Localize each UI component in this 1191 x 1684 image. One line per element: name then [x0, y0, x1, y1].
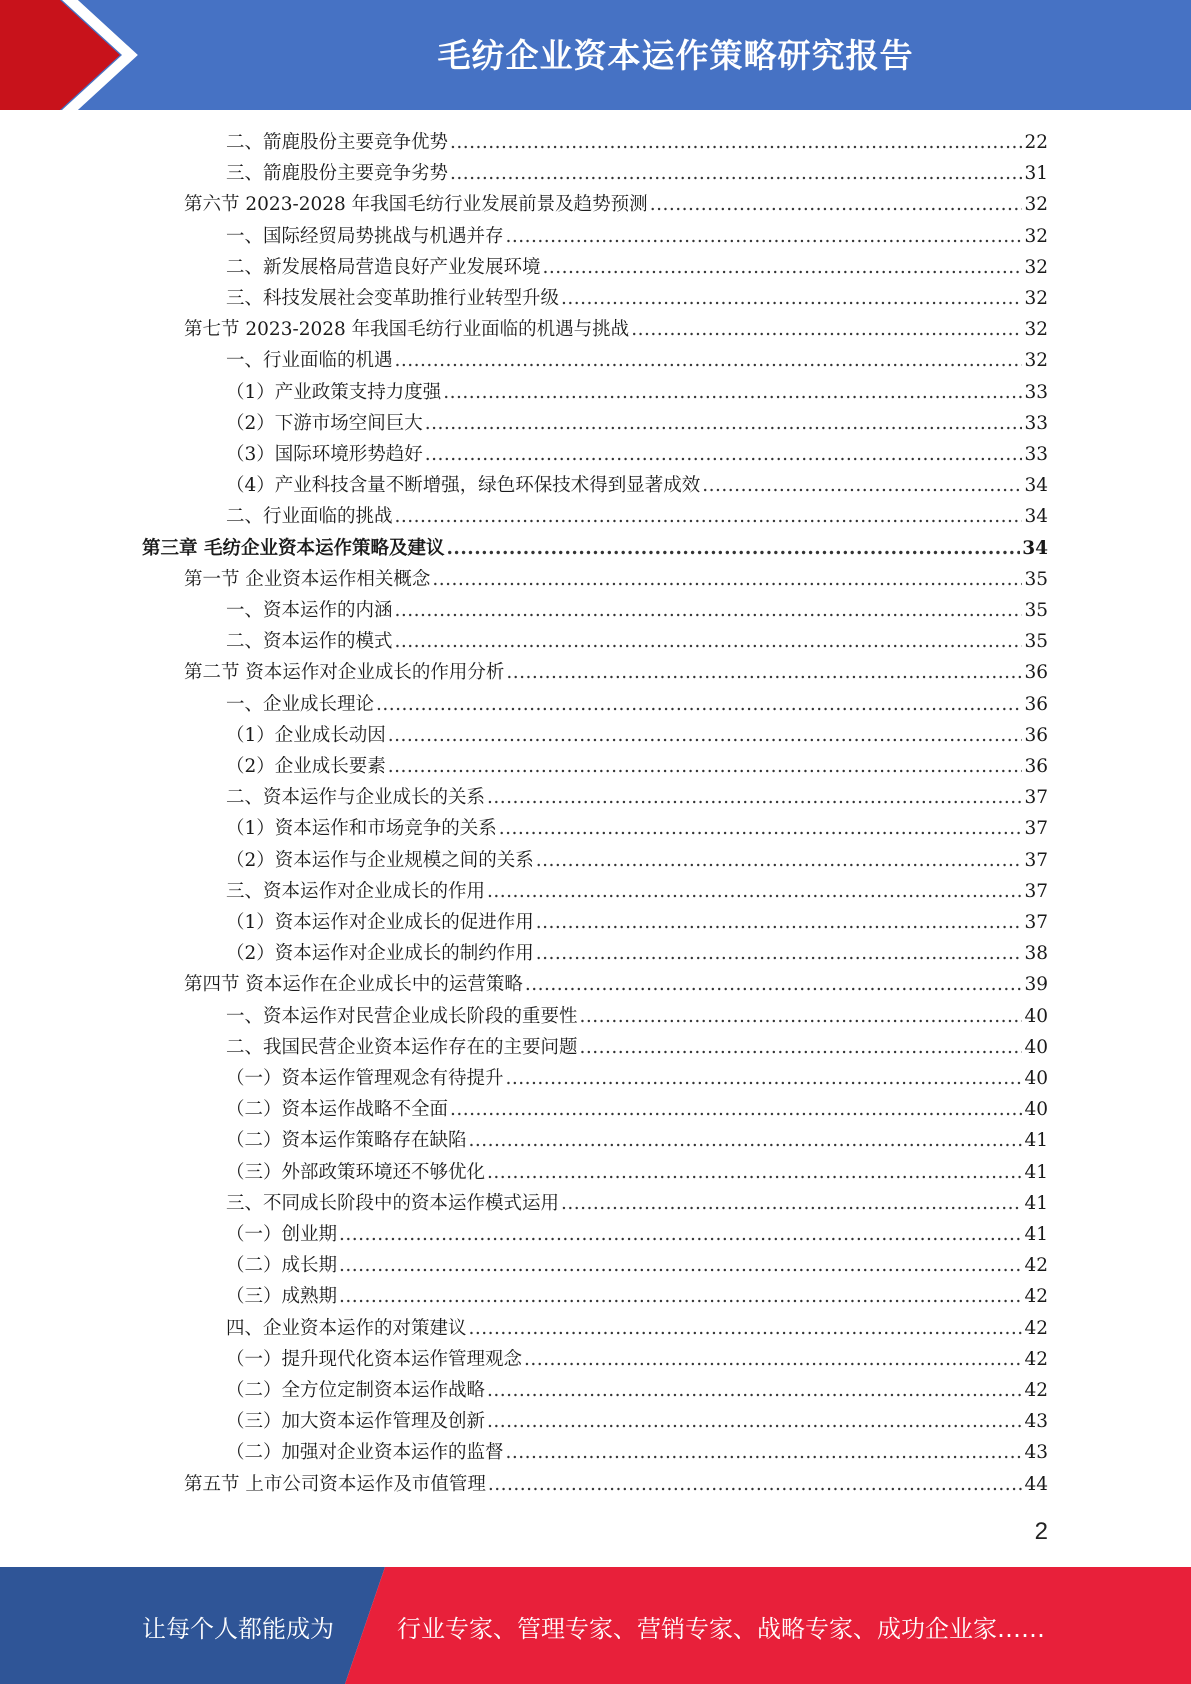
toc-entry-title: 第三章 毛纺企业资本运作策略及建议	[142, 537, 445, 559]
toc-entry-page: 34	[1024, 475, 1048, 497]
toc-entry[interactable]	[226, 127, 1048, 158]
toc-entry[interactable]	[226, 283, 1048, 314]
toc-entry-page: 43	[1024, 1411, 1048, 1433]
toc-entry-title: （2）资本运作对企业成长的制约作用	[226, 943, 534, 965]
toc-entry[interactable]	[226, 876, 1048, 907]
toc-leader-dots	[543, 252, 1023, 283]
toc-entry[interactable]	[184, 314, 1048, 345]
toc-entry[interactable]	[226, 252, 1048, 283]
toc-entry[interactable]	[226, 751, 1048, 782]
footer-banner	[0, 1567, 1191, 1684]
toc-entry-page: 36	[1024, 724, 1048, 746]
toc-entry-page: 38	[1024, 943, 1048, 965]
toc-entry-title: 第二节 资本运作对企业成长的作用分析	[184, 662, 505, 684]
toc-entry-page: 32	[1024, 288, 1048, 309]
footer-slogan-left: 让每个人都能成为	[142, 1615, 334, 1643]
toc-entry-title: （2）资本运作与企业规模之间的关系	[226, 849, 534, 871]
toc-leader-dots	[450, 127, 1022, 158]
toc-leader-dots	[506, 1063, 1023, 1094]
toc-entry[interactable]	[184, 564, 1048, 595]
toc-entry-title: （2）下游市场空间巨大	[226, 412, 423, 434]
toc-leader-dots	[395, 626, 1023, 657]
toc-entry-title: 二、新发展格局营造良好产业发展环境	[226, 256, 541, 278]
toc-entry[interactable]	[226, 221, 1048, 252]
toc-entry-title: （一）提升现代化资本运作管理观念	[226, 1348, 523, 1370]
toc-entry-page: 40	[1024, 1005, 1048, 1027]
toc-entry-page: 37	[1024, 849, 1048, 871]
toc-entry-title: （三）加大资本运作管理及创新	[226, 1411, 486, 1433]
toc-entry[interactable]	[226, 938, 1048, 969]
toc-leader-dots	[536, 845, 1023, 876]
toc-entry[interactable]	[226, 345, 1048, 376]
toc-entry-page: 41	[1024, 1161, 1048, 1183]
toc-entry-title: （2）企业成长要素	[226, 756, 386, 777]
toc-entry-page: 33	[1024, 381, 1048, 403]
toc-leader-dots	[561, 283, 1022, 314]
toc-entry-title: 二、行业面临的挑战	[226, 506, 393, 528]
toc-entry-title: （二）资本运作战略不全面	[226, 1099, 449, 1121]
toc-entry-title: （二）全方位定制资本运作战略	[226, 1380, 486, 1401]
toc-entry-page: 41	[1024, 1224, 1048, 1245]
header-banner	[0, 0, 1191, 110]
toc-entry-title: 一、资本运作的内涵	[226, 600, 393, 621]
toc-leader-dots	[487, 1375, 1022, 1406]
toc-entry[interactable]	[226, 377, 1048, 408]
toc-entry-page: 35	[1024, 568, 1048, 590]
toc-entry-title: 第七节 2023-2028 年我国毛纺行业面临的机遇与挑战	[184, 319, 630, 341]
toc-leader-dots	[469, 1313, 1023, 1344]
toc-entry-title: （二）加强对企业资本运作的监督	[226, 1442, 504, 1464]
toc-entry-page: 32	[1024, 319, 1048, 341]
toc-entry-title: （1）资本运作对企业成长的促进作用	[226, 912, 534, 933]
toc-entry-page: 33	[1024, 444, 1048, 465]
toc-entry[interactable]	[226, 1094, 1048, 1125]
toc-entry[interactable]	[226, 1188, 1048, 1219]
toc-entry[interactable]	[226, 501, 1048, 532]
toc-entry-title: 二、资本运作的模式	[226, 631, 393, 653]
toc-leader-dots	[524, 1344, 1022, 1375]
toc-entry-page: 40	[1024, 1036, 1048, 1058]
toc-leader-dots	[446, 533, 1020, 564]
toc-entry-page: 33	[1024, 412, 1048, 434]
toc-entry-title: （3）国际环境形势趋好	[226, 444, 423, 465]
toc-entry-title: （二）资本运作策略存在缺陷	[226, 1130, 467, 1152]
toc-entry-page: 40	[1024, 1099, 1048, 1121]
toc-entry-page: 35	[1024, 631, 1048, 653]
toc-entry-title: （1）资本运作和市场竞争的关系	[226, 818, 497, 840]
toc-entry[interactable]	[226, 1406, 1048, 1437]
toc-leader-dots	[443, 377, 1022, 408]
toc-entry-title: 二、资本运作与企业成长的关系	[226, 787, 486, 809]
toc-entry[interactable]	[226, 408, 1048, 439]
toc-entry-title: （4）产业科技含量不断增强，绿色环保技术得到显著成效	[226, 475, 701, 497]
toc-entry-title: 三、科技发展社会变革助推行业转型升级	[226, 288, 560, 309]
toc-leader-dots	[506, 657, 1022, 688]
toc-entry[interactable]	[226, 1125, 1048, 1156]
toc-leader-dots	[580, 1001, 1023, 1032]
toc-entry[interactable]	[184, 969, 1048, 1000]
toc-leader-dots	[339, 1250, 1022, 1281]
toc-entry[interactable]	[226, 1281, 1048, 1312]
toc-entry-page: 41	[1024, 1192, 1048, 1214]
toc-entry-page: 34	[1024, 506, 1048, 528]
toc-entry-page: 42	[1024, 1317, 1048, 1339]
toc-leader-dots	[432, 564, 1022, 595]
red-arrow-logo	[0, 0, 160, 110]
toc-entry[interactable]	[226, 626, 1048, 657]
toc-leader-dots	[395, 595, 1023, 626]
toc-entry-page: 42	[1024, 1380, 1048, 1401]
toc-entry-title: （1）企业成长动因	[226, 724, 386, 746]
toc-leader-dots	[650, 189, 1023, 220]
toc-entry-page: 39	[1024, 974, 1048, 996]
toc-entry-page: 32	[1024, 256, 1048, 278]
toc-entry[interactable]	[226, 1250, 1048, 1281]
toc-entry-page: 37	[1024, 787, 1048, 809]
toc-leader-dots	[388, 720, 1023, 751]
toc-entry-page: 31	[1024, 163, 1048, 185]
toc-entry[interactable]	[226, 158, 1048, 189]
toc-leader-dots	[499, 813, 1023, 844]
toc-leader-dots	[425, 408, 1023, 439]
toc-leader-dots	[506, 221, 1023, 252]
toc-entry[interactable]	[226, 1375, 1048, 1406]
toc-entry-title: 四、企业资本运作的对策建议	[226, 1317, 467, 1339]
toc-leader-dots	[487, 876, 1022, 907]
toc-entry[interactable]	[226, 907, 1048, 938]
toc-entry-title: 第一节 企业资本运作相关概念	[184, 568, 431, 590]
toc-leader-dots	[469, 1125, 1023, 1156]
toc-leader-dots	[487, 1157, 1022, 1188]
toc-entry[interactable]	[184, 189, 1048, 220]
toc-leader-dots	[536, 938, 1023, 969]
toc-entry-title: 三、资本运作对企业成长的作用	[226, 880, 486, 902]
toc-leader-dots	[339, 1281, 1022, 1312]
toc-entry-title: （一）资本运作管理观念有待提升	[226, 1068, 504, 1089]
toc-entry[interactable]	[184, 1469, 1048, 1500]
toc-entry-page: 32	[1024, 225, 1048, 247]
toc-entry-title: 一、国际经贸局势挑战与机遇并存	[226, 225, 504, 247]
toc-entry-page: 37	[1024, 818, 1048, 840]
toc-leader-dots	[488, 1469, 1023, 1500]
toc-entry[interactable]	[226, 1157, 1048, 1188]
toc-entry-title: 第四节 资本运作在企业成长中的运营策略	[184, 974, 523, 996]
toc-entry-page: 41	[1024, 1130, 1048, 1152]
toc-leader-dots	[506, 1437, 1023, 1468]
toc-entry[interactable]	[226, 813, 1048, 844]
toc-entry-page: 40	[1024, 1068, 1048, 1089]
toc-leader-dots	[388, 751, 1023, 782]
toc-entry-page: 32	[1024, 350, 1048, 372]
toc-entry-page: 35	[1024, 600, 1048, 621]
toc-entry-page: 32	[1024, 194, 1048, 216]
toc-entry[interactable]	[142, 533, 1048, 564]
toc-leader-dots	[487, 782, 1022, 813]
toc-entry[interactable]	[226, 1344, 1048, 1375]
toc-leader-dots	[450, 1094, 1022, 1125]
toc-leader-dots	[376, 689, 1022, 720]
toc-entry-title: 三、不同成长阶段中的资本运作模式运用	[226, 1192, 560, 1214]
toc-entry-title: （三）外部政策环境还不够优化	[226, 1161, 486, 1183]
toc-entry-page: 42	[1024, 1348, 1048, 1370]
toc-entry-page: 44	[1024, 1473, 1048, 1495]
toc-entry-title: 一、企业成长理论	[226, 693, 375, 715]
toc-entry[interactable]	[226, 595, 1048, 626]
toc-entry-page: 37	[1024, 880, 1048, 902]
toc-leader-dots	[487, 1406, 1022, 1437]
toc-leader-dots	[395, 345, 1023, 376]
toc-entry-title: 第六节 2023-2028 年我国毛纺行业发展前景及趋势预测	[184, 194, 648, 216]
toc-leader-dots	[425, 439, 1023, 470]
toc-entry-page: 42	[1024, 1286, 1048, 1308]
footer-slogan-right: 行业专家、管理专家、营销专家、战略专家、成功企业家……	[397, 1615, 1045, 1643]
toc-entry-page: 34	[1022, 537, 1048, 559]
toc-entry[interactable]	[226, 1437, 1048, 1468]
toc-leader-dots	[395, 501, 1023, 532]
toc-entry[interactable]	[226, 1001, 1048, 1032]
toc-leader-dots	[339, 1219, 1022, 1250]
toc-entry-page: 36	[1024, 756, 1048, 777]
toc-entry[interactable]	[226, 439, 1048, 470]
toc-leader-dots	[631, 314, 1022, 345]
toc-entry[interactable]	[184, 657, 1048, 688]
toc-leader-dots	[580, 1032, 1023, 1063]
toc-entry[interactable]	[226, 720, 1048, 751]
toc-entry[interactable]	[226, 470, 1048, 501]
toc-entry[interactable]	[226, 689, 1048, 720]
toc-entry[interactable]	[226, 1219, 1048, 1250]
toc-leader-dots	[536, 907, 1023, 938]
page-number: 2	[1034, 1518, 1048, 1545]
toc-entry[interactable]	[226, 1313, 1048, 1344]
toc-entry-title: 第五节 上市公司资本运作及市值管理	[184, 1473, 486, 1495]
toc-entry-title: （三）成熟期	[226, 1286, 338, 1308]
toc-entry[interactable]	[226, 845, 1048, 876]
toc-entry-title: 二、我国民营企业资本运作存在的主要问题	[226, 1036, 578, 1058]
toc-leader-dots	[702, 470, 1022, 501]
toc-entry-page: 22	[1024, 132, 1048, 153]
toc-entry-title: 二、箭鹿股份主要竞争优势	[226, 132, 449, 153]
toc-entry-title: 三、箭鹿股份主要竞争劣势	[226, 163, 449, 185]
toc-entry-title: （1）产业政策支持力度强	[226, 381, 442, 403]
toc-entry-page: 42	[1024, 1255, 1048, 1277]
toc-entry-page: 36	[1024, 662, 1048, 684]
toc-leader-dots	[450, 158, 1022, 189]
toc-entry[interactable]	[226, 782, 1048, 813]
toc-leader-dots	[525, 969, 1023, 1000]
toc-entry-page: 43	[1024, 1442, 1048, 1464]
toc-entry-title: 一、行业面临的机遇	[226, 350, 393, 372]
toc-entry-title: （二）成长期	[226, 1255, 338, 1277]
toc-entry-title: 一、资本运作对民营企业成长阶段的重要性	[226, 1005, 578, 1027]
toc-entry-page: 37	[1024, 912, 1048, 933]
report-title: 毛纺企业资本运作策略研究报告	[437, 36, 914, 75]
toc-entry-page: 36	[1024, 693, 1048, 715]
toc-entry[interactable]	[226, 1063, 1048, 1094]
toc-entry[interactable]	[226, 1032, 1048, 1063]
toc-entry-title: （一）创业期	[226, 1224, 338, 1245]
toc-leader-dots	[561, 1188, 1022, 1219]
